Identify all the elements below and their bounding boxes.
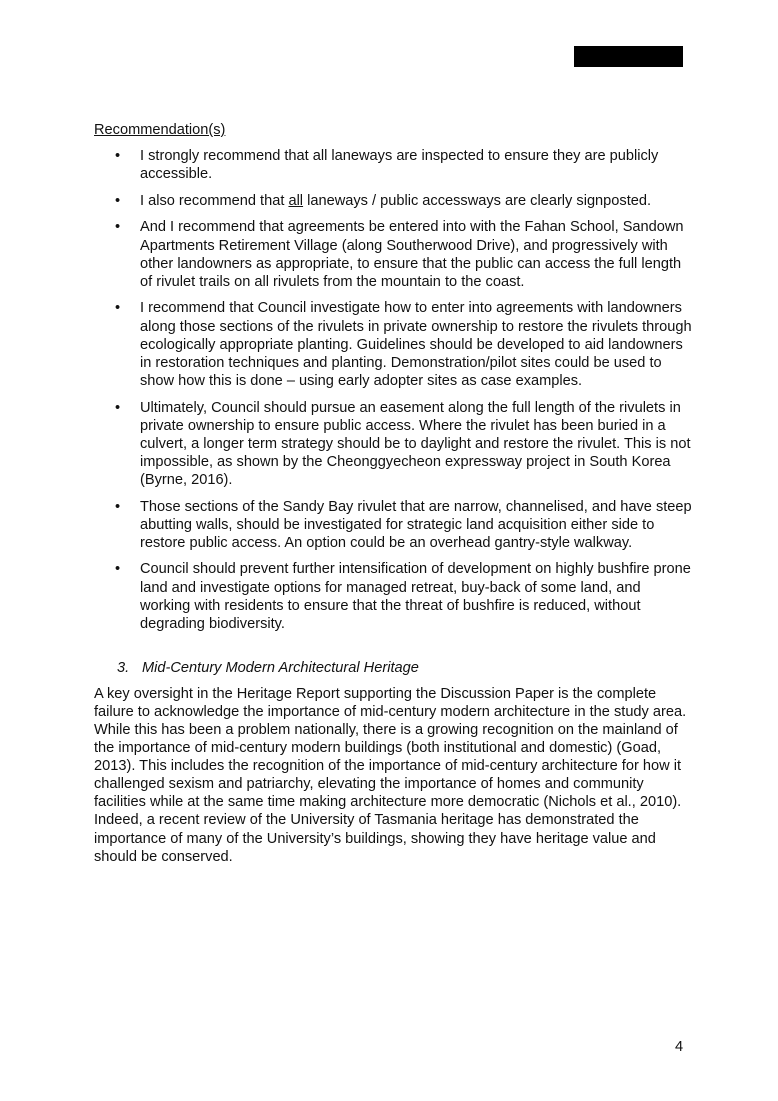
recommendation-text: And I recommend that agreements be entered into with the Fahan School, Sandown Apartments Retirement Village (along Southerwood Drive), and progressively with other landowners as appropriate, to ensure that the public can access the full length of rivulet trails on all rivulets from the mountain to the coast. [140, 219, 684, 290]
recommendation-text: Those sections of the Sandy Bay rivulet that are narrow, channelised, and have steep abutting walls, should be investigated for strategic land acquisition either side to restore public access. An option could be an overhead gantry-style walkway. [140, 498, 692, 551]
section-title: Mid-Century Modern Architectural Heritage [142, 659, 419, 676]
section-paragraph: A key oversight in the Heritage Report supporting the Discussion Paper is the complete failure to acknowledge the importance of mid-century modern architecture in the study area. While this has been a problem nationally, there is a growing recognition on the mainland of the importance of mid-century modern buildings (both institutional and domestic) (Goad, 2013). This includes the recognition of the importance of mid-century architecture for how it challenged sexism and patriarchy, elevating the importance of homes and community facilities while at the same time making architecture more democratic (Nichols et al., 2010). Indeed, a recent review of the University of Tasmania heritage has demonstrated the importance of many of the University’s buildings, showing they have heritage value and should be conserved. [94, 685, 687, 865]
section-heading [94, 659, 694, 677]
recommendation-text: I strongly recommend that all laneways are inspected to ensure they are publicly accessible. [140, 148, 659, 183]
recommendation-text: I also recommend that all laneways / public accessways are clearly signposted. [140, 192, 652, 209]
section-number: 3. [117, 659, 130, 676]
page-number: 4 [675, 1039, 684, 1055]
bullet-icon: • [115, 148, 121, 164]
bullet-icon: • [115, 192, 121, 209]
list-item [94, 498, 694, 552]
list-item [94, 560, 694, 632]
recommendation-text: Council should prevent further intensification of development on highly bushfire prone land and investigate options for managed retreat, buy-back of some land, and working with residents to ensure that the threat of bushfire is reduced, without degrading biodiversity. [140, 561, 691, 632]
redaction-box [574, 46, 683, 67]
bullet-icon: • [115, 561, 121, 578]
list-item [94, 218, 694, 290]
page-content [94, 121, 694, 866]
list-item [94, 147, 694, 183]
recommendations-list [94, 147, 694, 633]
bullet-icon: • [115, 498, 121, 515]
recommendation-text: Ultimately, Council should pursue an easement along the full length of the rivulets in private ownership to ensure public access. Where the rivulet has been buried in a culvert, a longer term strategy should be to daylight and restore the rivulet. This is not impossible, as shown by the Cheonggyecheon expressway project in South Korea (Byrne, 2016). [140, 399, 691, 488]
recommendations-heading: Recommendation(s) [94, 122, 226, 138]
bullet-icon: • [115, 300, 121, 317]
list-item [94, 399, 694, 489]
list-item [94, 299, 694, 389]
bullet-icon: • [115, 399, 121, 416]
bullet-icon: • [115, 219, 121, 236]
recommendation-text: I recommend that Council investigate how to enter into agreements with landowners along those sections of the rivulets in private ownership to restore the rivulets through ecologically appropriate planting. Guidelines should be developed to aid landowners in restoration techniques and planting. Demonstration/pilot sites could be used to show how this is done – using early adopter sites as case examples. [140, 300, 692, 389]
list-item [94, 192, 694, 210]
